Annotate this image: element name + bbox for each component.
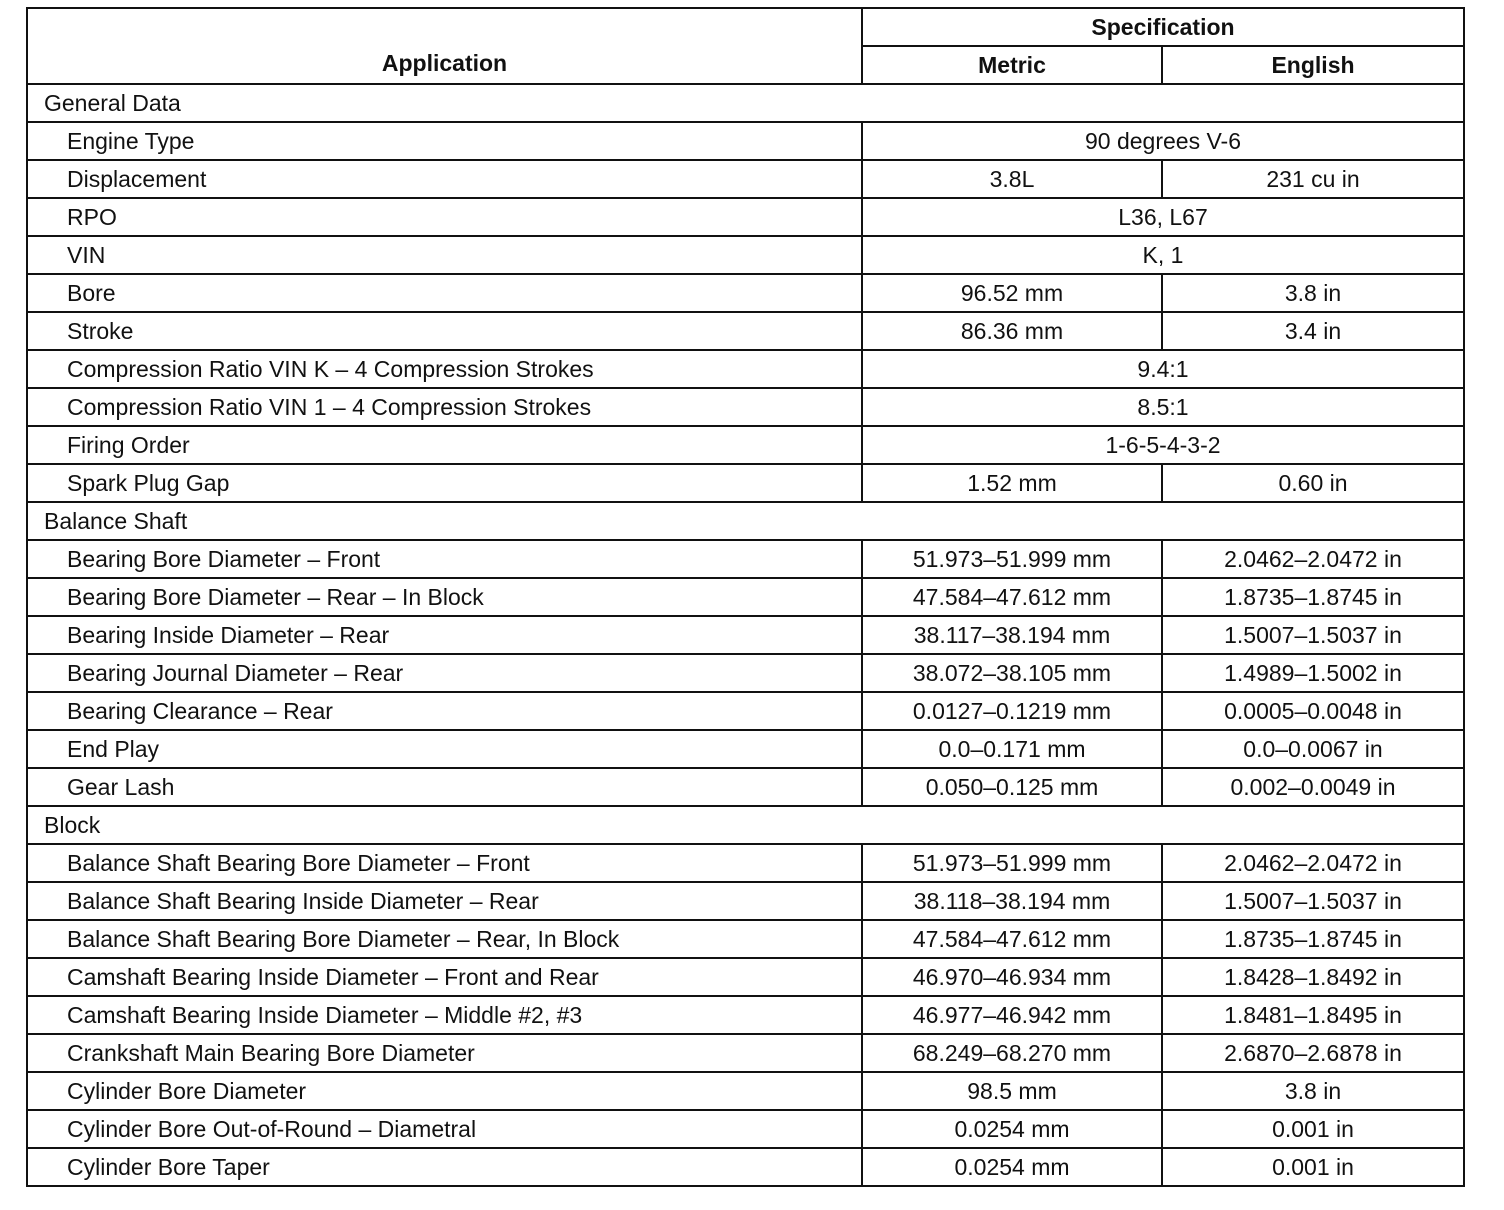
table-row xyxy=(27,692,1464,730)
section-header-row xyxy=(27,84,1464,122)
metric-value-cell: 47.584–47.612 mm xyxy=(862,920,1162,958)
combined-value-cell: 8.5:1 xyxy=(862,388,1464,426)
application-cell: VIN xyxy=(27,236,862,274)
application-cell: Bearing Bore Diameter – Rear – In Block xyxy=(27,578,862,616)
table-row xyxy=(27,1072,1464,1110)
metric-value-cell: 96.52 mm xyxy=(862,274,1162,312)
table-row xyxy=(27,160,1464,198)
metric-value-cell: 51.973–51.999 mm xyxy=(862,844,1162,882)
table-row xyxy=(27,350,1464,388)
metric-value-cell: 51.973–51.999 mm xyxy=(862,540,1162,578)
table-row xyxy=(27,464,1464,502)
application-cell: Crankshaft Main Bearing Bore Diameter xyxy=(27,1034,862,1072)
metric-value-cell: 0.0254 mm xyxy=(862,1110,1162,1148)
table-row xyxy=(27,198,1464,236)
application-cell: Cylinder Bore Taper xyxy=(27,1148,862,1186)
application-cell: Balance Shaft Bearing Bore Diameter – Rear, In Block xyxy=(27,920,862,958)
specification-table xyxy=(26,7,1465,1187)
specification-header: Specification xyxy=(862,8,1464,46)
english-value-cell: 0.001 in xyxy=(1162,1110,1464,1148)
table-row xyxy=(27,122,1464,160)
english-value-cell: 1.8735–1.8745 in xyxy=(1162,920,1464,958)
metric-value-cell: 46.970–46.934 mm xyxy=(862,958,1162,996)
application-cell: Balance Shaft Bearing Bore Diameter – Front xyxy=(27,844,862,882)
english-value-cell: 1.5007–1.5037 in xyxy=(1162,882,1464,920)
english-value-cell: 0.001 in xyxy=(1162,1148,1464,1186)
application-cell: Engine Type xyxy=(27,122,862,160)
table-row xyxy=(27,540,1464,578)
application-cell: RPO xyxy=(27,198,862,236)
english-value-cell: 0.0005–0.0048 in xyxy=(1162,692,1464,730)
application-cell: Stroke xyxy=(27,312,862,350)
metric-header: Metric xyxy=(862,46,1162,84)
section-header-row xyxy=(27,806,1464,844)
application-cell: End Play xyxy=(27,730,862,768)
metric-value-cell: 46.977–46.942 mm xyxy=(862,996,1162,1034)
metric-value-cell: 1.52 mm xyxy=(862,464,1162,502)
english-value-cell: 1.5007–1.5037 in xyxy=(1162,616,1464,654)
combined-value-cell: 1-6-5-4-3-2 xyxy=(862,426,1464,464)
metric-value-cell: 0.0254 mm xyxy=(862,1148,1162,1186)
table-row xyxy=(27,996,1464,1034)
section-title: Balance Shaft xyxy=(27,502,1464,540)
table-row xyxy=(27,388,1464,426)
metric-value-cell: 0.0–0.171 mm xyxy=(862,730,1162,768)
table-row xyxy=(27,1110,1464,1148)
application-cell: Camshaft Bearing Inside Diameter – Middle #2, #3 xyxy=(27,996,862,1034)
english-value-cell: 0.0–0.0067 in xyxy=(1162,730,1464,768)
english-value-cell: 1.4989–1.5002 in xyxy=(1162,654,1464,692)
application-cell: Camshaft Bearing Inside Diameter – Front and Rear xyxy=(27,958,862,996)
metric-value-cell: 38.118–38.194 mm xyxy=(862,882,1162,920)
metric-value-cell: 3.8L xyxy=(862,160,1162,198)
table-row xyxy=(27,958,1464,996)
application-cell: Bearing Clearance – Rear xyxy=(27,692,862,730)
application-cell: Bearing Inside Diameter – Rear xyxy=(27,616,862,654)
table-row xyxy=(27,768,1464,806)
english-header: English xyxy=(1162,46,1464,84)
table-row xyxy=(27,616,1464,654)
application-cell: Displacement xyxy=(27,160,862,198)
table-row xyxy=(27,920,1464,958)
english-value-cell: 3.8 in xyxy=(1162,1072,1464,1110)
english-value-cell: 1.8428–1.8492 in xyxy=(1162,958,1464,996)
english-value-cell: 0.60 in xyxy=(1162,464,1464,502)
specification-body xyxy=(27,84,1464,1186)
metric-value-cell: 68.249–68.270 mm xyxy=(862,1034,1162,1072)
application-cell: Firing Order xyxy=(27,426,862,464)
application-cell: Bore xyxy=(27,274,862,312)
metric-value-cell: 47.584–47.612 mm xyxy=(862,578,1162,616)
application-cell: Compression Ratio VIN K – 4 Compression Strokes xyxy=(27,350,862,388)
table-row xyxy=(27,1034,1464,1072)
table-row xyxy=(27,426,1464,464)
english-value-cell: 3.4 in xyxy=(1162,312,1464,350)
application-cell: Bearing Journal Diameter – Rear xyxy=(27,654,862,692)
english-value-cell: 1.8735–1.8745 in xyxy=(1162,578,1464,616)
metric-value-cell: 38.072–38.105 mm xyxy=(862,654,1162,692)
table-row xyxy=(27,654,1464,692)
application-cell: Compression Ratio VIN 1 – 4 Compression Strokes xyxy=(27,388,862,426)
english-value-cell: 2.6870–2.6878 in xyxy=(1162,1034,1464,1072)
english-value-cell: 1.8481–1.8495 in xyxy=(1162,996,1464,1034)
combined-value-cell: K, 1 xyxy=(862,236,1464,274)
application-cell: Bearing Bore Diameter – Front xyxy=(27,540,862,578)
application-cell: Spark Plug Gap xyxy=(27,464,862,502)
english-value-cell: 231 cu in xyxy=(1162,160,1464,198)
application-header: Application xyxy=(27,8,862,84)
section-header-row xyxy=(27,502,1464,540)
combined-value-cell: 9.4:1 xyxy=(862,350,1464,388)
table-row xyxy=(27,844,1464,882)
application-cell: Cylinder Bore Diameter xyxy=(27,1072,862,1110)
table-row xyxy=(27,730,1464,768)
application-cell: Gear Lash xyxy=(27,768,862,806)
combined-value-cell: 90 degrees V-6 xyxy=(862,122,1464,160)
english-value-cell: 3.8 in xyxy=(1162,274,1464,312)
section-title: General Data xyxy=(27,84,1464,122)
metric-value-cell: 0.0127–0.1219 mm xyxy=(862,692,1162,730)
application-cell: Cylinder Bore Out-of-Round – Diametral xyxy=(27,1110,862,1148)
metric-value-cell: 0.050–0.125 mm xyxy=(862,768,1162,806)
section-title: Block xyxy=(27,806,1464,844)
table-row xyxy=(27,312,1464,350)
metric-value-cell: 86.36 mm xyxy=(862,312,1162,350)
english-value-cell: 0.002–0.0049 in xyxy=(1162,768,1464,806)
application-cell: Balance Shaft Bearing Inside Diameter – Rear xyxy=(27,882,862,920)
table-row xyxy=(27,1148,1464,1186)
metric-value-cell: 98.5 mm xyxy=(862,1072,1162,1110)
table-row xyxy=(27,274,1464,312)
table-row xyxy=(27,578,1464,616)
english-value-cell: 2.0462–2.0472 in xyxy=(1162,540,1464,578)
metric-value-cell: 38.117–38.194 mm xyxy=(862,616,1162,654)
table-row xyxy=(27,882,1464,920)
table-row xyxy=(27,236,1464,274)
english-value-cell: 2.0462–2.0472 in xyxy=(1162,844,1464,882)
combined-value-cell: L36, L67 xyxy=(862,198,1464,236)
